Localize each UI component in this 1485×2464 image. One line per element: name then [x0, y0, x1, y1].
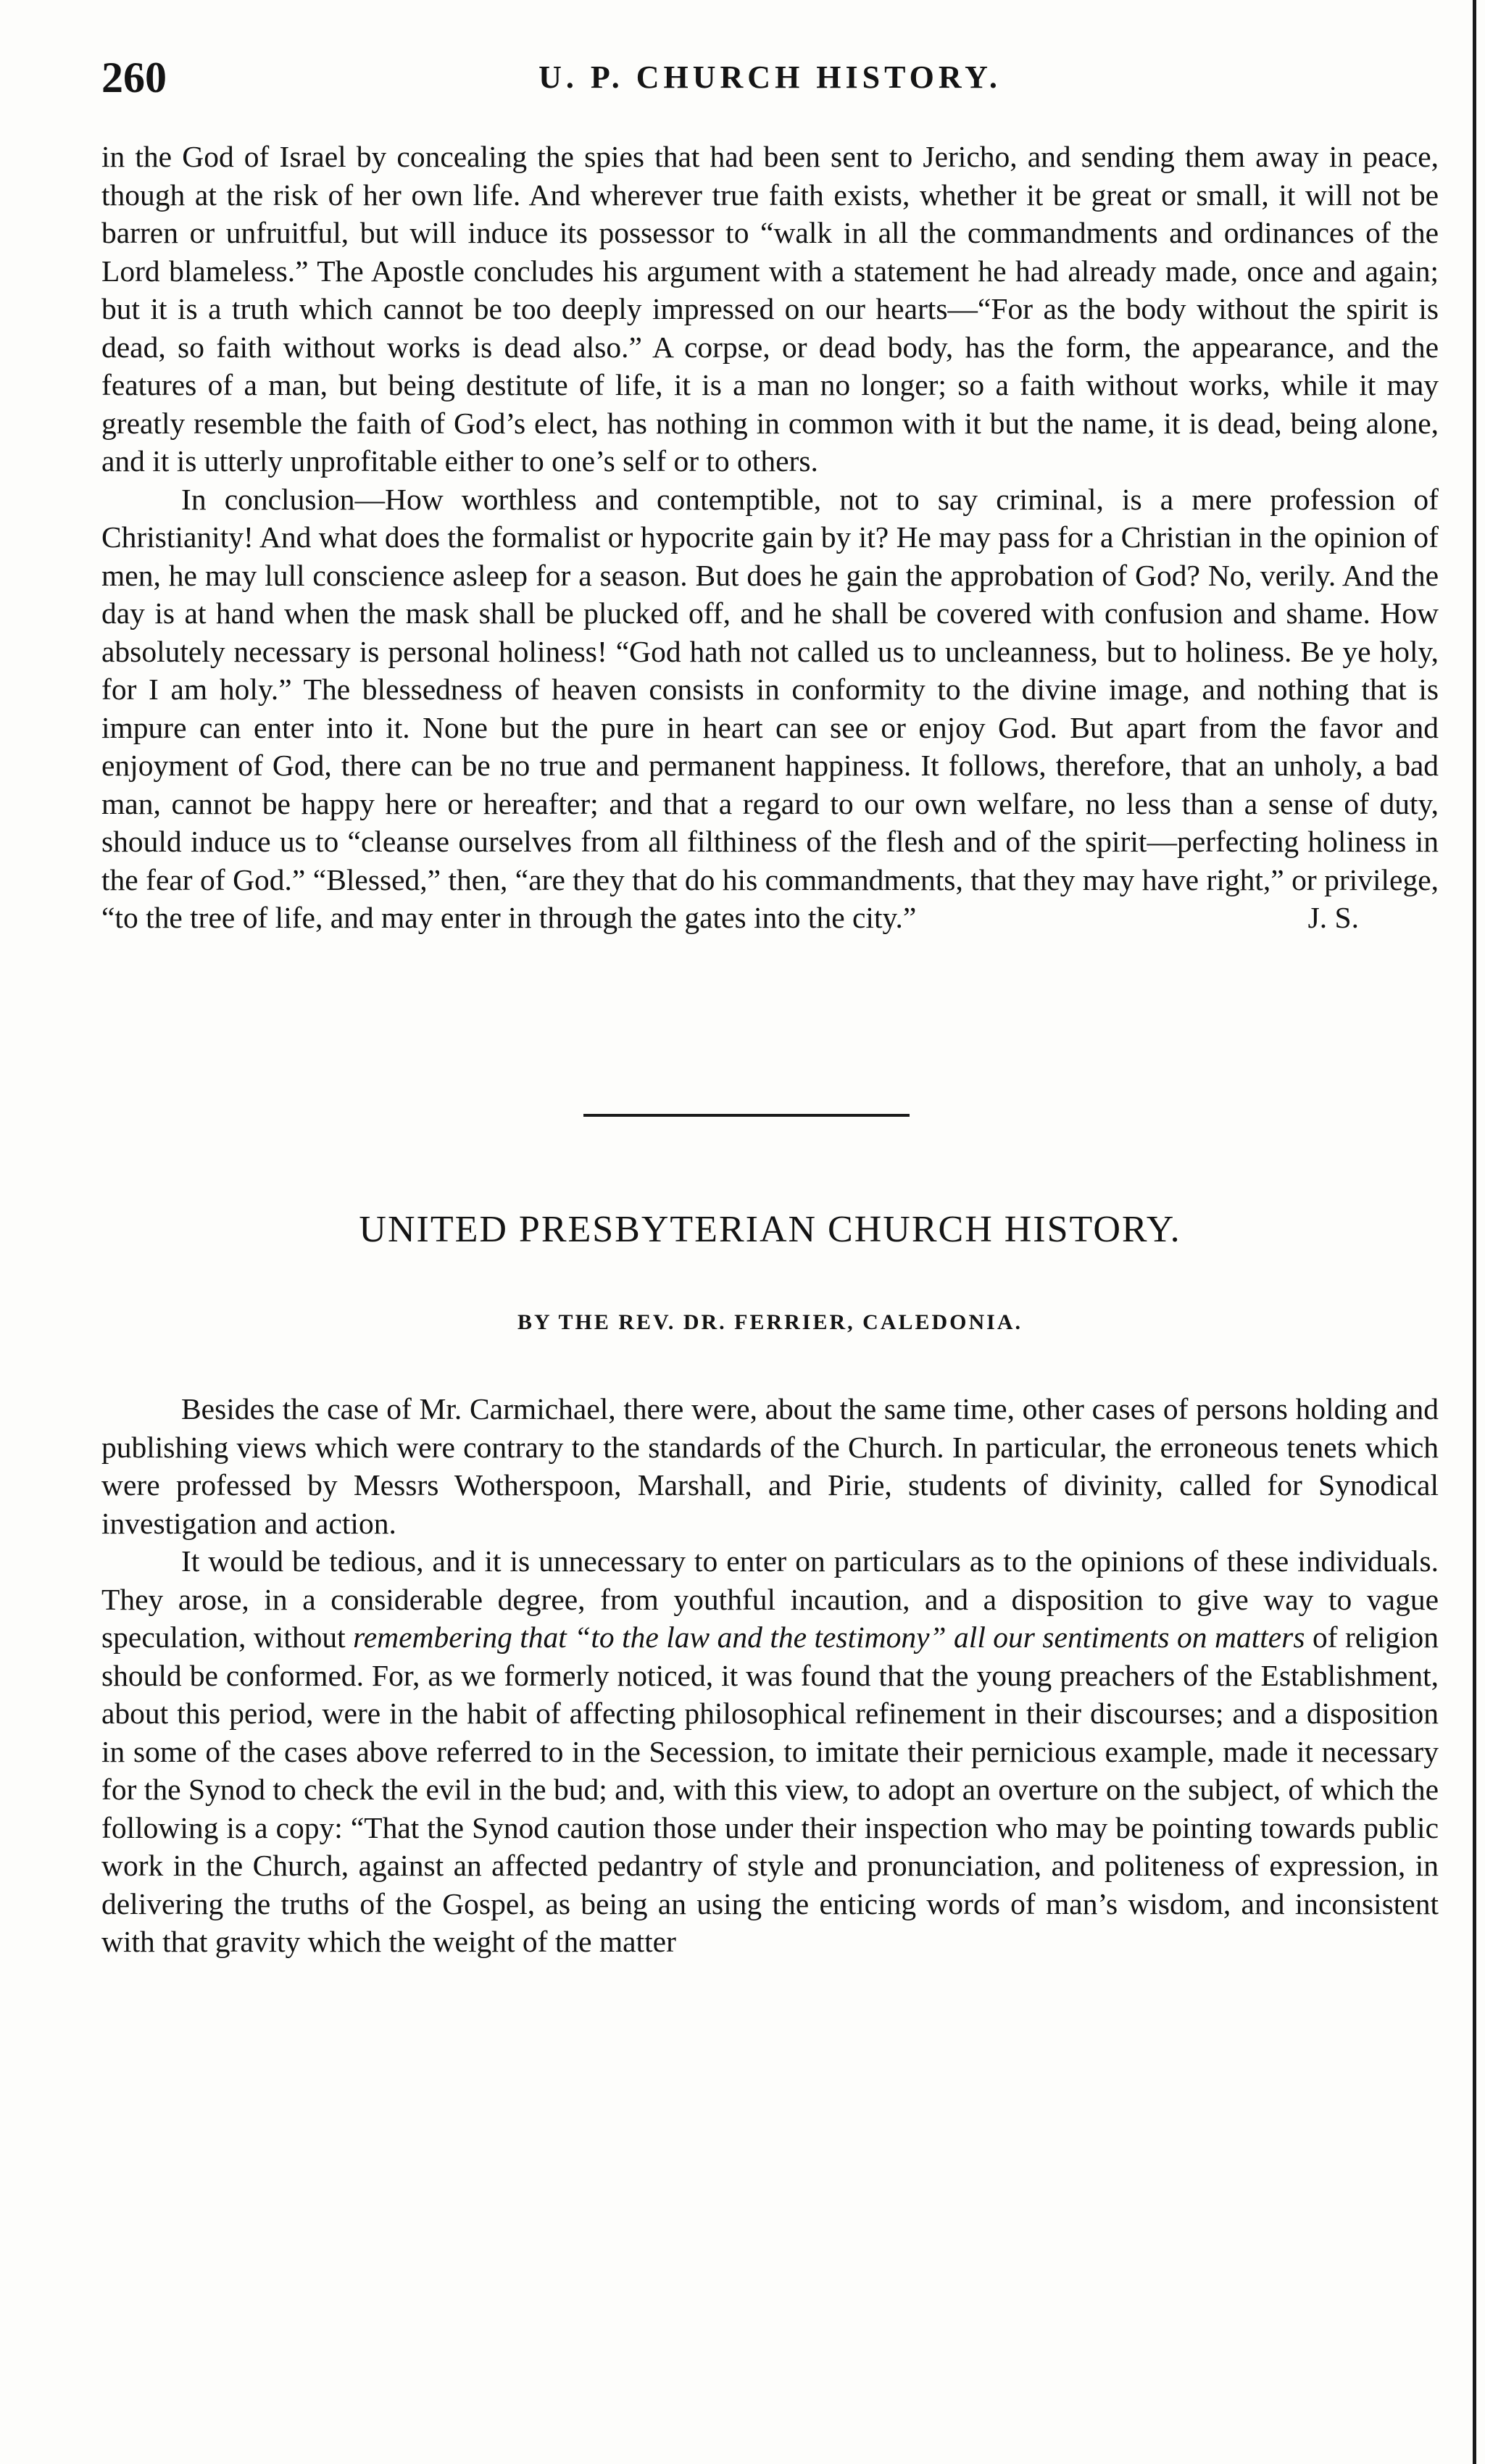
article-one-paragraph-1: in the God of Israel by concealing the spies that had been sent to Jericho, and sending them away in peace, though at the risk of her own life. And wherever true faith exists, whether it be great or small, it will not be barren or unfruitful, but will induce its possessor to “walk in all the commandments and ordinances of the Lord blameless.” The Apostle concludes his argument with a statement he had already made, once and again; but it is a truth which cannot be too deeply impressed on our hearts—“For as the body without the spirit is dead, so faith without works is dead also.” A corpse, or dead body, has the form, the appearance, and the features of a man, but being destitute of life, it is a man no longer; so a faith without works, while it may greatly resemble the faith of God’s elect, has nothing in common with it but the name, it is dead, being alone, and it is utterly unprofitable either to one’s self or to others. — [101, 140, 1439, 478]
article-two-paragraph-1: Besides the case of Mr. Carmichael, there were, about the same time, other cases of persons holding and publishing views which were contrary to the standards of the Church. In particular, the erroneous tenets which were professed by Messrs Wotherspoon, Marshall, and Pirie, students of divinity, called for Synodical investigation and action. — [101, 1392, 1439, 1540]
running-title: U. P. CHURCH HISTORY. — [538, 59, 1002, 95]
article-byline: BY THE REV. DR. FERRIER, CALEDONIA. — [517, 1310, 1023, 1334]
paragraph-2-text-end: of religion should be conformed. For, as we formerly noticed, it was found that the young preachers of the Establishment, about this period, were in the habit of affecting philosophical refinement in their discourses; and a disposition in some of the cases above referred to in the Secession, to imitate their pernicious example, made it necessary for the Synod to check the evil in the bud; and, with this view, to adopt an overture on the subject, of which the following is a copy: “That the Synod caution those under their inspection who may be pointing towards public work in the Church, against an affected pedantry of style and pronunciation, and politeness of expression, in delivering the truths of the Gospel, as being an using the enticing words of man’s wisdom, and inconsistent with that gravity which the weight of the matter — [101, 1620, 1439, 1958]
article-signature: J. S. — [1307, 901, 1359, 934]
running-head — [101, 45, 1439, 110]
article-one-paragraph-2: In conclusion—How worthless and contemptible, not to say criminal, is a mere profession of Christianity! And what does the formalist or hypocrite gain by it? He may pass for a Christian in the opinion of men, he may lull conscience asleep for a season. But does he gain the approbation of God? No, verily. And the day is at hand when the mask shall be plucked off, and he shall be covered with confusion and shame. How absolutely necessary is personal holiness! “God hath not called us to uncleanness, but to holiness. Be ye holy, for I am holy.” The blessedness of heaven consists in conformity to the divine image, and nothing that is impure can enter into it. None but the pure in heart can see or enjoy God. But apart from the favor and enjoyment of God, there can be no true and permanent happiness. It follows, therefore, that an unholy, a bad man, cannot be happy here or hereafter; and that a regard to our own welfare, no less than a sense of duty, should induce us to “cleanse ourselves from all filthiness of the flesh and of the spirit—perfecting holiness in the fear of God.” “Blessed,” then, “are they that do his commandments, that they may have right,” or privilege, “to the tree of life, and may enter in through the gates into the city.” — [101, 482, 1439, 934]
article-title: UNITED PRESBYTERIAN CHURCH HISTORY. — [359, 1209, 1181, 1250]
paragraph-2-italic-text: remembering that “to the law and the testimony” all our sentiments on matters — [353, 1620, 1305, 1654]
article-two-body — [101, 1390, 1439, 1961]
article-two-paragraph-2 — [101, 1542, 1439, 1961]
page-edge-rule — [1473, 0, 1476, 2464]
paragraph-2-text-start: It would be tedious, and it is unnecessary to enter on particulars as to the opinions of these individuals. They arose, in a considerable degree, from youthful incaution, and a disposition to give way to vague speculation, without — [101, 1544, 1439, 1654]
page-number: 260 — [101, 54, 167, 101]
article-one-closing — [101, 480, 1439, 937]
article-one-body — [101, 138, 1439, 937]
section-divider — [583, 1114, 910, 1117]
